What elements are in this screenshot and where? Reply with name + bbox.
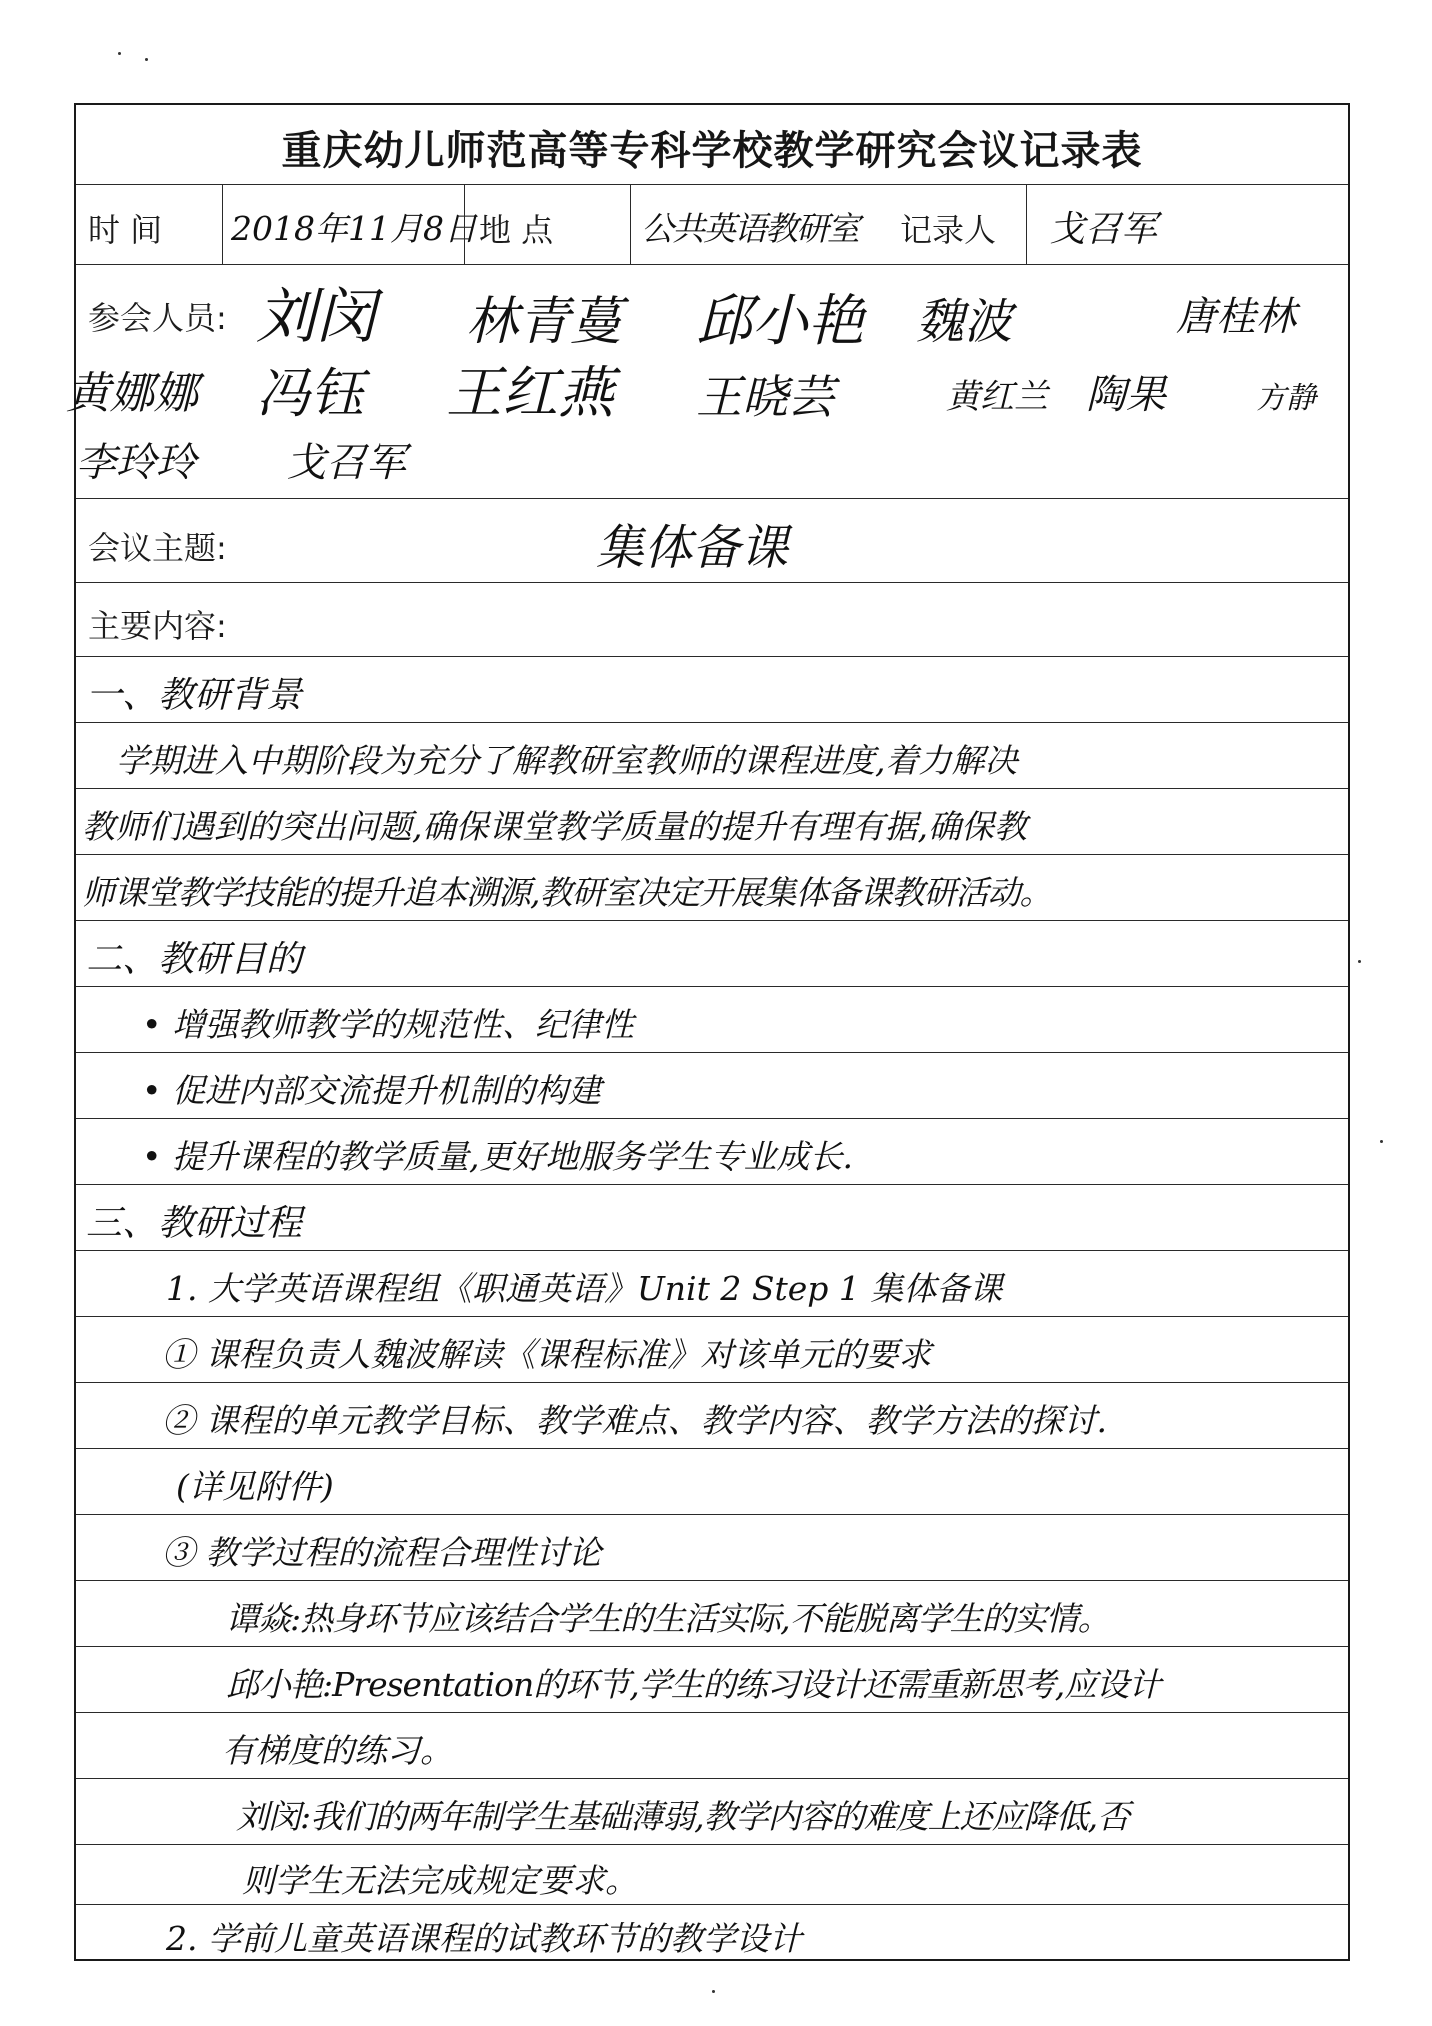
scan-speck (1380, 1140, 1383, 1143)
section1-line: 学期进入中期阶段为充分了解教研室教师的课程进度,着力解决 (116, 741, 1018, 780)
ruled-line (76, 1515, 1348, 1581)
section1-line: 教师们遇到的突出问题,确保课堂教学质量的提升有理有据,确保教 (82, 807, 1027, 846)
section1-title: 一、教研背景 (86, 675, 303, 716)
recorder-value: 戈召军 (1049, 209, 1158, 250)
time-label-cell (76, 185, 222, 264)
recorder-label: 记录人 (900, 211, 997, 249)
attendee-signature: 李玲玲 (76, 440, 196, 486)
attendee-signature: 刘闵 (256, 282, 376, 352)
attendee-signature: 戈召军 (286, 440, 406, 486)
form-title: 重庆幼儿师范高等专科学校教学研究会议记录表 (281, 128, 1143, 174)
attendee-signature: 林青蔓 (466, 292, 623, 352)
ruled-line (76, 1251, 1348, 1317)
scan-speck (145, 58, 148, 61)
section1-line: 师课堂教学技能的提升追本溯源,教研室决定开展集体备课教研活动。 (82, 873, 1052, 912)
attendee-signature: 唐桂林 (1176, 294, 1296, 340)
section3-title: 三、教研过程 (86, 1203, 303, 1244)
attendee-signature: 魏波 (916, 294, 1013, 350)
ruled-line (76, 1905, 1348, 1961)
attendee-signature: 黄娜娜 (66, 368, 198, 419)
section3-line: ③ 教学过程的流程合理性讨论 (162, 1533, 602, 1572)
attendee-signature: 方静 (1256, 381, 1316, 416)
scan-speck (118, 52, 121, 55)
section3-line: (详见附件) (176, 1467, 334, 1506)
time-value: 2018年11月8日 (231, 209, 477, 248)
ruled-line (76, 1119, 1348, 1185)
attendee-signature: 冯钰 (256, 362, 364, 425)
recorder-value-cell (1026, 185, 1352, 264)
scan-speck (712, 1990, 715, 1993)
info-row (76, 185, 1348, 265)
section2-item: • 促进内部交流提升机制的构建 (142, 1071, 601, 1110)
theme-label: 会议主题: (88, 529, 227, 567)
place-value: 公共英语教研室 (641, 209, 858, 248)
section3-line: 邱小艳:Presentation的环节,学生的练习设计还需重新思考,应设计 (226, 1665, 1161, 1704)
section3-line: 谭焱:热身环节应该结合学生的生活实际,不能脱离学生的实情。 (226, 1599, 1110, 1638)
theme-row (76, 499, 1348, 583)
ruled-line (76, 657, 1348, 723)
ruled-line (76, 789, 1348, 855)
scan-speck (1358, 960, 1361, 963)
attendees-label: 参会人员: (88, 299, 227, 337)
section3-line: 则学生无法完成规定要求。 (242, 1861, 638, 1900)
ruled-line (76, 1845, 1348, 1905)
place-label: 地 点 (479, 211, 554, 249)
ruled-line (76, 1449, 1348, 1515)
ruled-line (76, 1581, 1348, 1647)
attendee-signature: 陶果 (1086, 372, 1166, 418)
ruled-line (76, 1713, 1348, 1779)
section3-line: 1. 大学英语课程组《职通英语》Unit 2 Step 1 集体备课 (166, 1269, 1003, 1308)
ruled-line (76, 1383, 1348, 1449)
section2-item: • 提升课程的教学质量,更好地服务学生专业成长. (142, 1137, 853, 1176)
recorder-label-cell (900, 185, 1026, 264)
ruled-line (76, 855, 1348, 921)
place-value-cell (630, 185, 900, 264)
content-label-row (76, 583, 1348, 657)
ruled-line (76, 1647, 1348, 1713)
attendee-signature: 黄红兰 (946, 377, 1048, 417)
content-label: 主要内容: (88, 607, 227, 645)
section3-line: 刘闵:我们的两年制学生基础薄弱,教学内容的难度上还应降低,否 (236, 1797, 1130, 1836)
attendee-signature: 邱小艳 (696, 289, 864, 354)
ruled-line (76, 723, 1348, 789)
section3-line: ② 课程的单元教学目标、教学难点、教学内容、教学方法的探讨. (162, 1401, 1107, 1440)
title-row (76, 105, 1348, 185)
ruled-line (76, 1779, 1348, 1845)
ruled-line (76, 987, 1348, 1053)
time-label: 时 间 (88, 211, 163, 249)
section3-line: 2. 学前儿童英语课程的试教环节的教学设计 (166, 1919, 802, 1958)
section3-line: 有梯度的练习。 (222, 1731, 453, 1770)
ruled-line (76, 1185, 1348, 1251)
attendee-signature: 王红燕 (446, 361, 614, 426)
ruled-line (76, 921, 1348, 987)
section2-title: 二、教研目的 (86, 939, 303, 980)
attendee-signature: 王晓芸 (696, 370, 834, 424)
section2-item: • 增强教师教学的规范性、纪律性 (142, 1005, 634, 1044)
place-label-cell (464, 185, 630, 264)
ruled-line (76, 1053, 1348, 1119)
time-value-cell (222, 185, 477, 264)
ruled-line (76, 1317, 1348, 1383)
theme-value: 集体备课 (596, 520, 789, 576)
attendees-row (66, 265, 1348, 499)
meeting-record-form (66, 103, 1350, 1961)
section3-line: ① 课程负责人魏波解读《课程标准》对该单元的要求 (162, 1335, 932, 1374)
